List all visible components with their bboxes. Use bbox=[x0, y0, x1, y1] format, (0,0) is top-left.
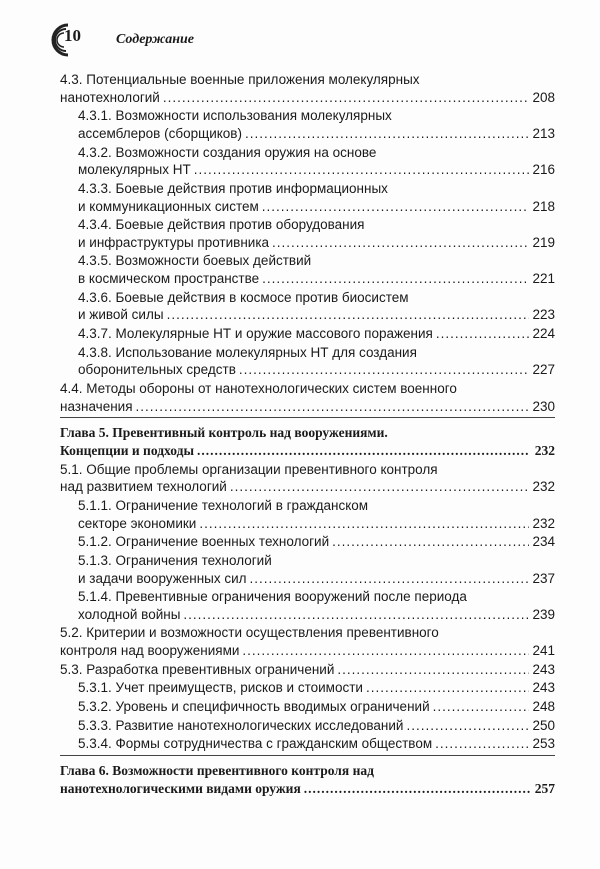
toc-entry-title: 5.3. Разработка превентивных ограничений bbox=[60, 661, 335, 677]
toc-page-number: 221 bbox=[532, 271, 555, 287]
dot-leader bbox=[183, 606, 529, 624]
toc-entry[interactable] bbox=[78, 289, 555, 324]
toc-entry-title: 4.3.4. Боевые действия против оборудования bbox=[78, 217, 365, 233]
toc-page-number: 216 bbox=[532, 162, 555, 178]
toc-entry-title: контроля над вооружениями bbox=[60, 643, 240, 659]
toc-entry[interactable] bbox=[78, 698, 555, 716]
toc-page-number: 239 bbox=[532, 606, 555, 622]
toc-entry[interactable] bbox=[78, 252, 555, 287]
dot-leader bbox=[199, 515, 529, 533]
toc-entry-title: 4.3.5. Возможности боевых действий bbox=[78, 253, 312, 269]
toc-entry-title: 4.3.2. Возможности создания оружия на основе bbox=[78, 144, 377, 160]
dot-leader bbox=[245, 125, 529, 143]
toc-entry[interactable] bbox=[60, 71, 555, 106]
toc-entry-title: 4.3.3. Боевые действия против информационных bbox=[78, 180, 388, 196]
dot-leader bbox=[242, 642, 529, 660]
toc-page-number: 208 bbox=[532, 89, 555, 105]
toc-page-number: 243 bbox=[532, 661, 555, 677]
toc-entry[interactable] bbox=[78, 325, 555, 343]
dot-leader bbox=[262, 270, 529, 288]
toc-page-number: 232 bbox=[532, 479, 555, 495]
toc-entry-title: 5.1.3. Ограничения технологий bbox=[78, 552, 272, 568]
dot-leader bbox=[230, 478, 530, 496]
toc-entry-title: 5.3.2. Уровень и специфичность вводимых ограничений bbox=[78, 698, 430, 714]
page-number: 10 bbox=[64, 26, 81, 45]
toc-page-number: 253 bbox=[532, 736, 555, 752]
toc-entry[interactable] bbox=[78, 717, 555, 735]
toc-entry-title: и коммуникационных систем bbox=[78, 198, 259, 214]
toc-page-number: 248 bbox=[532, 698, 555, 714]
toc-entry-title: и инфраструктуры противника bbox=[78, 234, 270, 250]
toc-entry-title: 4.3.1. Возможности использования молекулярных bbox=[78, 108, 392, 124]
dot-leader bbox=[332, 533, 529, 551]
toc-entry-title: 4.3. Потенциальные военные приложения молекулярных bbox=[60, 72, 420, 87]
toc-entry[interactable] bbox=[60, 762, 555, 797]
dot-leader bbox=[194, 161, 530, 179]
toc-entry-title: 4.3.8. Использование молекулярных НТ для создания bbox=[78, 344, 417, 360]
running-header-title: Содержание bbox=[116, 32, 194, 47]
toc-page-number: 237 bbox=[532, 570, 555, 586]
toc-entry-title: холодной войны bbox=[78, 606, 181, 622]
toc-entry[interactable] bbox=[60, 661, 555, 679]
toc-entry[interactable] bbox=[60, 380, 555, 415]
toc-entry[interactable] bbox=[78, 679, 555, 697]
toc-page-number: 218 bbox=[532, 198, 555, 214]
dot-leader bbox=[436, 325, 530, 343]
toc-page-number: 257 bbox=[534, 780, 555, 796]
section-divider bbox=[60, 417, 555, 418]
dot-leader bbox=[406, 717, 529, 735]
dot-leader bbox=[366, 679, 530, 697]
dot-leader bbox=[272, 234, 529, 252]
toc-page-number: 223 bbox=[532, 307, 555, 323]
toc-page-number: 213 bbox=[532, 126, 555, 141]
toc-entry-title: 4.4. Методы обороны от нанотехнологических систем военного bbox=[60, 380, 457, 396]
toc-entry-title: и живой силы bbox=[78, 307, 164, 323]
toc-entry[interactable] bbox=[78, 497, 555, 532]
toc-page-number: 227 bbox=[532, 362, 555, 378]
table-of-contents bbox=[60, 71, 555, 798]
dot-leader bbox=[239, 361, 530, 379]
toc-entry-title: ассемблеров (сборщиков) bbox=[78, 126, 242, 141]
toc-entry-title: 5.3.3. Развитие нанотехнологических исследований bbox=[78, 717, 404, 733]
toc-entry[interactable] bbox=[78, 180, 555, 215]
toc-page-number: 250 bbox=[532, 717, 555, 733]
toc-entry[interactable] bbox=[78, 107, 555, 142]
toc-entry[interactable] bbox=[60, 624, 555, 659]
dot-leader bbox=[304, 780, 530, 798]
toc-entry[interactable] bbox=[60, 461, 555, 496]
toc-entry-title: 5.3.4. Формы сотрудничества с гражданским обществом bbox=[78, 736, 433, 752]
toc-entry[interactable] bbox=[78, 533, 555, 551]
toc-entry-title: над развитием технологий bbox=[60, 479, 227, 495]
toc-page-number: 232 bbox=[532, 515, 555, 531]
toc-page-number: 243 bbox=[532, 680, 555, 696]
toc-entry-title: и задачи вооруженных сил bbox=[78, 570, 247, 586]
toc-entry[interactable] bbox=[78, 216, 555, 251]
toc-entry-title: Глава 5. Превентивный контроль над вооружениями. bbox=[60, 425, 388, 441]
toc-entry-title: Концепции и подходы bbox=[60, 443, 194, 459]
toc-entry[interactable] bbox=[78, 588, 555, 623]
dot-leader bbox=[433, 698, 530, 716]
toc-page-number: 230 bbox=[532, 398, 555, 414]
section-divider bbox=[60, 755, 555, 756]
page-header bbox=[46, 22, 194, 58]
page-number-badge bbox=[46, 22, 90, 58]
toc-page-number: 234 bbox=[532, 534, 555, 550]
toc-page-number: 224 bbox=[532, 326, 555, 342]
toc-entry[interactable] bbox=[78, 144, 555, 179]
toc-entry-title: нанотехнологий bbox=[60, 89, 160, 105]
dot-leader bbox=[167, 306, 530, 324]
toc-entry-title: нанотехнологическими видами оружия bbox=[60, 780, 301, 796]
toc-entry[interactable] bbox=[60, 424, 555, 459]
toc-entry-title: 5.1.2. Ограничение военных технологий bbox=[78, 534, 330, 550]
toc-entry-title: 5.2. Критерии и возможности осуществления превентивного bbox=[60, 625, 439, 641]
toc-entry-title: 5.3.1. Учет преимуществ, рисков и стоимости bbox=[78, 680, 363, 696]
toc-page-number: 241 bbox=[532, 643, 555, 659]
toc-entry-title: 4.3.7. Молекулярные НТ и оружие массового поражения bbox=[78, 326, 433, 342]
toc-entry-title: секторе экономики bbox=[78, 515, 197, 531]
toc-entry-title: в космическом пространстве bbox=[78, 271, 260, 287]
toc-entry-title: 5.1.4. Превентивные ограничения вооружений после периода bbox=[78, 589, 467, 605]
toc-entry-title: Глава 6. Возможности превентивного контроля над bbox=[60, 762, 374, 778]
dot-leader bbox=[337, 661, 529, 679]
toc-entry-title: 5.1.1. Ограничение технологий в гражданском bbox=[78, 497, 369, 513]
toc-page-number: 219 bbox=[532, 234, 555, 250]
toc-entry-title: 5.1. Общие проблемы организации превентивного контроля bbox=[60, 461, 438, 477]
dot-leader bbox=[136, 398, 530, 416]
toc-entry-title: назначения bbox=[60, 398, 133, 414]
dot-leader bbox=[197, 442, 530, 460]
dot-leader bbox=[250, 570, 530, 588]
dot-leader bbox=[262, 198, 530, 216]
toc-entry-title: оборонительных средств bbox=[78, 362, 236, 378]
toc-entry[interactable] bbox=[78, 735, 555, 753]
toc-entry[interactable] bbox=[78, 344, 555, 379]
toc-entry-title: молекулярных НТ bbox=[78, 162, 191, 178]
toc-entry[interactable] bbox=[78, 552, 555, 587]
toc-entry-title: 4.3.6. Боевые действия в космосе против биосистем bbox=[78, 289, 409, 305]
dot-leader bbox=[163, 89, 530, 107]
dot-leader bbox=[435, 735, 529, 753]
toc-page-number: 232 bbox=[534, 443, 555, 459]
